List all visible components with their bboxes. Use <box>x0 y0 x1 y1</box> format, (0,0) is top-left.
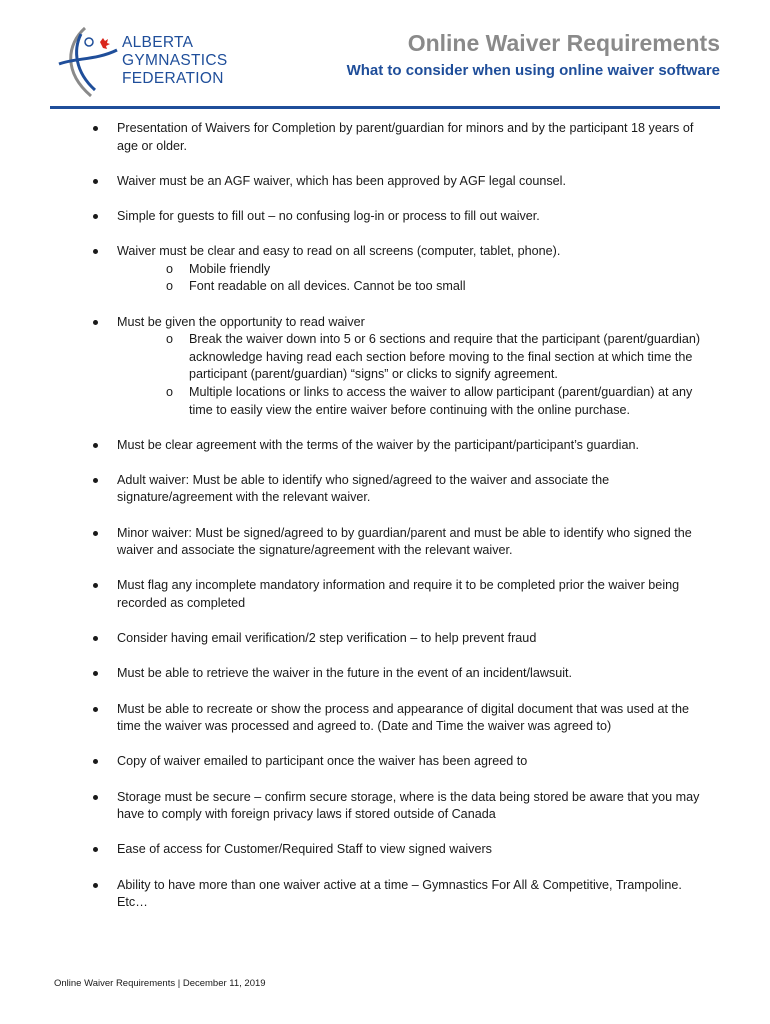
requirement-text: Adult waiver: Must be able to identify who signed/agreed to the waiver and associate the signature/agreement with the relevant waiver. <box>117 472 610 505</box>
bullet-icon <box>93 478 98 483</box>
requirement-text: Simple for guests to fill out – no confusing log-in or process to fill out waiver. <box>117 208 540 223</box>
bullet-icon <box>93 320 98 325</box>
requirement-item <box>0 630 770 648</box>
requirement-text: Minor waiver: Must be signed/agreed to by guardian/parent and must be able to identify who signed the waiver and associate the signature/agreement with the relevant waiver. <box>117 525 692 558</box>
requirement-item <box>0 208 770 226</box>
agf-logo <box>55 20 245 98</box>
requirement-text: Waiver must be an AGF waiver, which has been approved by AGF legal counsel. <box>117 173 566 188</box>
bullet-icon <box>93 795 98 800</box>
requirement-text: Must be clear agreement with the terms of the waiver by the participant/participant’s guardian. <box>117 437 639 452</box>
requirement-text: Ability to have more than one waiver active at a time – Gymnastics For All & Competitive, Trampoline. Etc… <box>117 877 682 910</box>
sub-requirement-item <box>117 261 715 279</box>
sub-requirement-item <box>117 278 715 296</box>
requirement-item <box>0 525 770 560</box>
logo-line-1: ALBERTA <box>122 34 194 51</box>
sub-requirement-list <box>117 331 715 419</box>
sub-requirement-text: Mobile friendly <box>189 261 271 276</box>
requirements-list <box>0 120 770 929</box>
page-title: Online Waiver Requirements <box>407 30 720 56</box>
bullet-icon <box>93 214 98 219</box>
bullet-icon <box>93 707 98 712</box>
requirement-item <box>0 665 770 683</box>
requirement-item <box>0 173 770 191</box>
requirement-item <box>0 877 770 912</box>
requirement-item <box>0 243 770 296</box>
sub-requirement-list <box>117 261 715 296</box>
bullet-icon <box>93 531 98 536</box>
sub-bullet-icon: o <box>166 384 174 399</box>
sub-requirement-text: Multiple locations or links to access the waiver to allow participant (parent/guardian) at any time to easily view the entire waiver before continuing with the online purchase. <box>189 384 693 417</box>
requirement-text: Waiver must be clear and easy to read on all screens (computer, tablet, phone). <box>117 244 561 259</box>
page-subtitle: What to consider when using online waiver software <box>346 62 720 79</box>
logo-line-3: FEDERATION <box>122 70 224 87</box>
requirement-text: Ease of access for Customer/Required Staff to view signed waivers <box>117 842 492 857</box>
requirement-text: Must be able to recreate or show the process and appearance of digital document that was used at the time the waiver was processed and agreed to. (Date and Time the waiver was agreed to) <box>117 701 689 734</box>
bullet-icon <box>93 443 98 448</box>
requirement-item <box>0 753 770 771</box>
bullet-icon <box>93 126 98 131</box>
bullet-icon <box>93 249 98 254</box>
bullet-icon <box>93 671 98 676</box>
requirement-text: Must be given the opportunity to read waiver <box>117 314 365 329</box>
sub-requirement-text: Break the waiver down into 5 or 6 sections and require that the participant (parent/guardian) acknowledge having read each section before moving to the final section at which time the participant (parent/guardian) “signs” or clicks to signify agreement. <box>189 332 701 382</box>
document-header <box>0 0 770 110</box>
requirement-text: Must be able to retrieve the waiver in the future in the event of an incident/lawsuit. <box>117 666 573 681</box>
page-footer: Online Waiver Requirements | December 11, 2019 <box>54 978 266 989</box>
requirement-item <box>0 789 770 824</box>
requirement-item <box>0 577 770 612</box>
logo-wordmark <box>122 34 227 88</box>
requirement-item <box>0 472 770 507</box>
bullet-icon <box>93 847 98 852</box>
sub-bullet-icon: o <box>166 279 174 294</box>
bullet-icon <box>93 883 98 888</box>
requirement-item <box>0 314 770 420</box>
bullet-icon <box>93 759 98 764</box>
requirement-text: Storage must be secure – confirm secure storage, where is the data being stored be aware that you may have to comply with foreign privacy laws if stored outside of Canada <box>117 789 700 822</box>
sub-requirement-item <box>117 331 715 384</box>
logo-line-2: GYMNASTICS <box>122 52 228 69</box>
requirement-item <box>0 701 770 736</box>
bullet-icon <box>93 179 98 184</box>
sub-requirement-item <box>117 384 715 419</box>
requirement-text: Presentation of Waivers for Completion by parent/guardian for minors and by the participant 18 years of age or older. <box>117 121 694 153</box>
bullet-icon <box>93 636 98 641</box>
requirement-item <box>0 120 770 155</box>
requirement-text: Must flag any incomplete mandatory information and require it to be completed prior the waiver being recorded as completed <box>117 578 680 611</box>
gymnast-swoosh-icon <box>55 20 125 98</box>
sub-requirement-text: Font readable on all devices. Cannot be too small <box>189 279 466 294</box>
sub-bullet-icon: o <box>166 261 174 276</box>
requirement-item <box>0 841 770 859</box>
sub-bullet-icon: o <box>166 332 174 347</box>
requirement-item <box>0 437 770 455</box>
requirement-text: Copy of waiver emailed to participant once the waiver has been agreed to <box>117 754 528 769</box>
requirement-text: Consider having email verification/2 step verification – to help prevent fraud <box>117 631 537 646</box>
header-divider <box>50 106 720 109</box>
bullet-icon <box>93 583 98 588</box>
